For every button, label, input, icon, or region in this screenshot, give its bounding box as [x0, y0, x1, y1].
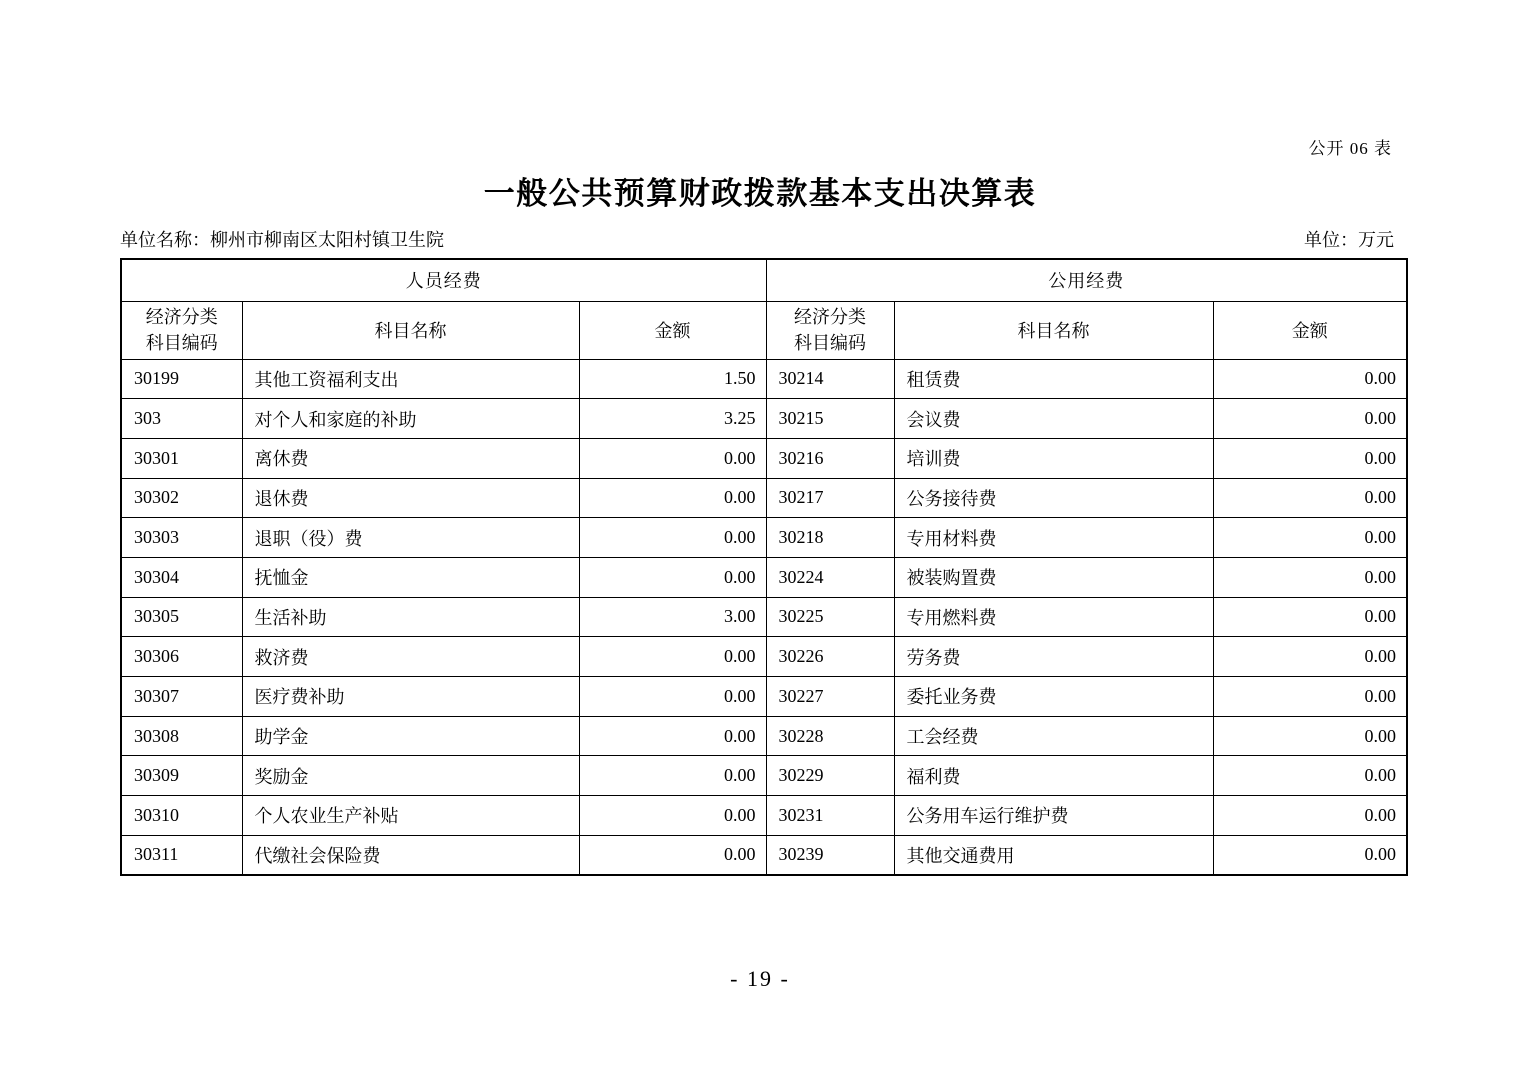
public-name-header: 科目名称: [894, 301, 1213, 359]
personnel-amount-cell: 0.00: [579, 677, 766, 717]
personnel-code-cell: 30305: [121, 597, 242, 637]
personnel-name-cell: 生活补助: [242, 597, 579, 637]
personnel-name-cell: 代缴社会保险费: [242, 835, 579, 875]
personnel-code-cell: 303: [121, 399, 242, 439]
public-code-cell: 30239: [766, 835, 894, 875]
personnel-code-cell: 30302: [121, 478, 242, 518]
table-row: [121, 637, 1407, 677]
public-amount-cell: 0.00: [1213, 716, 1407, 756]
personnel-name-cell: 奖励金: [242, 756, 579, 796]
public-code-cell: 30218: [766, 518, 894, 558]
personnel-name-cell: 医疗费补助: [242, 677, 579, 717]
page-title: 一般公共预算财政拨款基本支出决算表: [483, 176, 1037, 211]
public-code-cell: 30214: [766, 359, 894, 399]
public-name-cell: 福利费: [894, 756, 1213, 796]
personnel-code-cell: 30301: [121, 438, 242, 478]
public-name-cell: 公务接待费: [894, 478, 1213, 518]
public-code-cell: 30229: [766, 756, 894, 796]
personnel-code-cell: 30311: [121, 835, 242, 875]
personnel-amount-cell: 0.00: [579, 557, 766, 597]
table-row: [121, 518, 1407, 558]
public-amount-cell: 0.00: [1213, 359, 1407, 399]
unit-name-label: 单位名称：柳州市柳南区太阳村镇卫生院: [120, 230, 444, 250]
public-name-cell: 专用材料费: [894, 518, 1213, 558]
public-code-cell: 30225: [766, 597, 894, 637]
personnel-amount-cell: 0.00: [579, 796, 766, 836]
personnel-name-cell: 助学金: [242, 716, 579, 756]
public-amount-cell: 0.00: [1213, 518, 1407, 558]
public-name-cell: 租赁费: [894, 359, 1213, 399]
public-name-cell: 公务用车运行维护费: [894, 796, 1213, 836]
unit-measure-label: 单位：万元: [1304, 230, 1394, 250]
personnel-section-header: 人员经费: [121, 259, 766, 301]
public-name-cell: 委托业务费: [894, 677, 1213, 717]
public-name-cell: 专用燃料费: [894, 597, 1213, 637]
public-name-cell: 劳务费: [894, 637, 1213, 677]
personnel-code-cell: 30308: [121, 716, 242, 756]
personnel-amount-header: 金额: [579, 301, 766, 359]
table-row: [121, 399, 1407, 439]
public-name-cell: 会议费: [894, 399, 1213, 439]
public-code-cell: 30226: [766, 637, 894, 677]
personnel-name-cell: 对个人和家庭的补助: [242, 399, 579, 439]
public-section-header: 公用经费: [766, 259, 1407, 301]
public-name-cell: 其他交通费用: [894, 835, 1213, 875]
personnel-name-cell: 退休费: [242, 478, 579, 518]
public-amount-cell: 0.00: [1213, 597, 1407, 637]
personnel-name-cell: 其他工资福利支出: [242, 359, 579, 399]
public-name-cell: 工会经费: [894, 716, 1213, 756]
table-row: [121, 359, 1407, 399]
personnel-amount-cell: 1.50: [579, 359, 766, 399]
personnel-code-cell: 30307: [121, 677, 242, 717]
personnel-amount-cell: 0.00: [579, 835, 766, 875]
table-row: [121, 478, 1407, 518]
table-row: [121, 597, 1407, 637]
public-amount-cell: 0.00: [1213, 399, 1407, 439]
code-header-line2: 科目编码: [145, 333, 218, 353]
personnel-name-cell: 离休费: [242, 438, 579, 478]
public-amount-cell: 0.00: [1213, 438, 1407, 478]
table-row: [121, 677, 1407, 717]
code-header-line2: 科目编码: [794, 333, 867, 353]
public-code-header: [766, 301, 894, 359]
personnel-code-cell: 30303: [121, 518, 242, 558]
public-code-cell: 30227: [766, 677, 894, 717]
table-body: [121, 359, 1407, 875]
page-number: - 19 -: [730, 966, 790, 991]
personnel-amount-cell: 0.00: [579, 637, 766, 677]
form-number-label: 公开 06 表: [1308, 139, 1392, 158]
public-amount-cell: 0.00: [1213, 796, 1407, 836]
personnel-amount-cell: 0.00: [579, 716, 766, 756]
personnel-amount-cell: 0.00: [579, 438, 766, 478]
table-row: [121, 756, 1407, 796]
column-header-row: [121, 301, 1407, 359]
table-row: [121, 716, 1407, 756]
personnel-code-cell: 30304: [121, 557, 242, 597]
public-name-cell: 被装购置费: [894, 557, 1213, 597]
table-row: [121, 438, 1407, 478]
public-code-cell: 30217: [766, 478, 894, 518]
personnel-amount-cell: 0.00: [579, 518, 766, 558]
table-row: [121, 835, 1407, 875]
personnel-amount-cell: 3.00: [579, 597, 766, 637]
public-amount-cell: 0.00: [1213, 637, 1407, 677]
public-code-cell: 30215: [766, 399, 894, 439]
public-amount-header: 金额: [1213, 301, 1407, 359]
code-header-line1: 经济分类: [145, 307, 218, 327]
public-amount-cell: 0.00: [1213, 835, 1407, 875]
public-code-cell: 30231: [766, 796, 894, 836]
personnel-name-cell: 抚恤金: [242, 557, 579, 597]
personnel-amount-cell: 3.25: [579, 399, 766, 439]
info-line: [120, 226, 1406, 252]
personnel-amount-cell: 0.00: [579, 756, 766, 796]
personnel-name-header: 科目名称: [242, 301, 579, 359]
personnel-code-cell: 30309: [121, 756, 242, 796]
personnel-name-cell: 退职（役）费: [242, 518, 579, 558]
table-row: [121, 796, 1407, 836]
personnel-name-cell: 救济费: [242, 637, 579, 677]
public-code-cell: 30228: [766, 716, 894, 756]
personnel-amount-cell: 0.00: [579, 478, 766, 518]
public-amount-cell: 0.00: [1213, 677, 1407, 717]
public-code-cell: 30224: [766, 557, 894, 597]
expenditure-table: [120, 258, 1408, 876]
personnel-code-cell: 30306: [121, 637, 242, 677]
section-header-row: [121, 259, 1407, 301]
public-code-cell: 30216: [766, 438, 894, 478]
table-row: [121, 557, 1407, 597]
public-amount-cell: 0.00: [1213, 478, 1407, 518]
public-amount-cell: 0.00: [1213, 756, 1407, 796]
personnel-code-cell: 30310: [121, 796, 242, 836]
personnel-code-cell: 30199: [121, 359, 242, 399]
public-amount-cell: 0.00: [1213, 557, 1407, 597]
personnel-code-header: [121, 301, 242, 359]
public-name-cell: 培训费: [894, 438, 1213, 478]
code-header-line1: 经济分类: [794, 307, 867, 327]
personnel-name-cell: 个人农业生产补贴: [242, 796, 579, 836]
